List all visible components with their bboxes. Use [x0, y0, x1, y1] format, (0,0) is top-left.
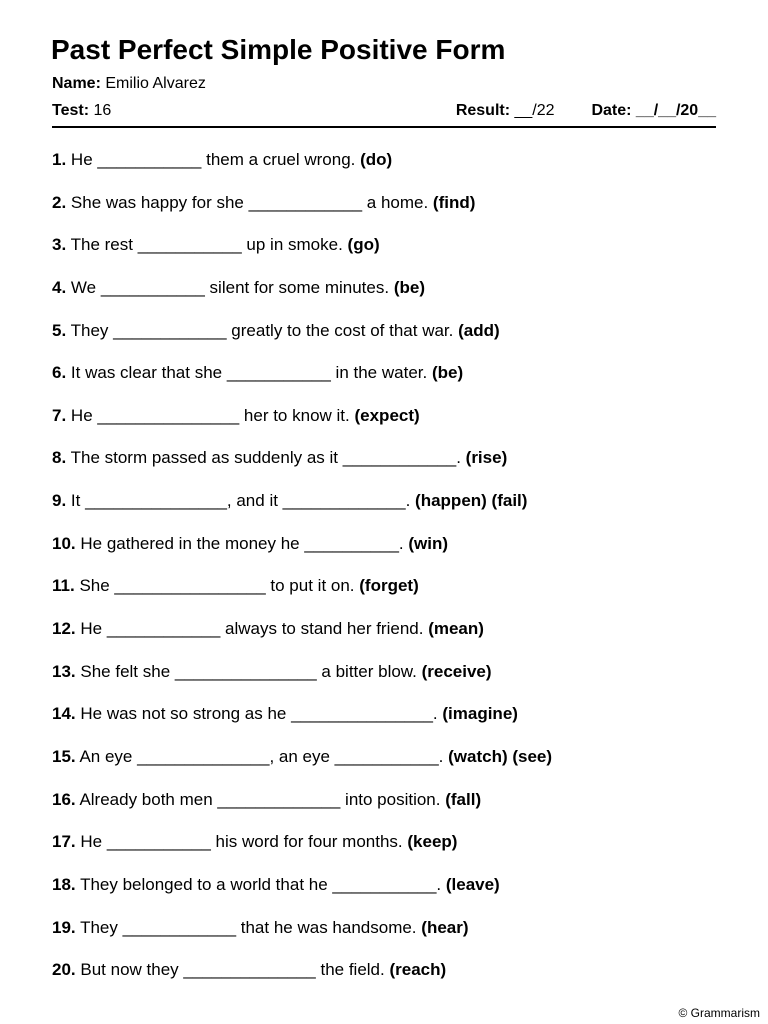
question-number: 9.	[52, 491, 67, 511]
name-row	[52, 74, 206, 94]
question-verb: (happen) (fail)	[415, 491, 528, 511]
question-verb: (forget)	[359, 576, 419, 596]
question-item	[52, 787, 552, 830]
question-item	[52, 701, 552, 744]
date-value: __/__/20__	[635, 102, 716, 119]
question-list	[52, 147, 552, 1000]
question-verb: (win)	[408, 533, 449, 553]
question-text: He was not so strong as he _______________.	[80, 704, 438, 724]
question-verb: (rise)	[465, 448, 508, 468]
question-text: Already both men _____________ into position.	[79, 789, 441, 809]
question-item	[52, 360, 552, 403]
question-text: She ________________ to put it on.	[79, 576, 355, 596]
question-text: She felt she _______________ a bitter blow.	[80, 661, 417, 681]
question-number: 19.	[52, 917, 76, 937]
question-number: 8.	[52, 448, 67, 468]
question-verb: (keep)	[407, 832, 458, 852]
name-value: Emilio Alvarez	[105, 75, 206, 92]
result-value: __/22	[514, 102, 555, 119]
question-verb: (receive)	[421, 661, 492, 681]
question-number: 16.	[52, 789, 76, 809]
question-verb: (imagine)	[442, 704, 518, 724]
question-text: It _______________, and it _____________.	[70, 491, 411, 511]
test-label: Test:	[52, 102, 90, 119]
question-text: He ___________ them a cruel wrong.	[70, 150, 356, 169]
question-number: 17.	[52, 832, 76, 852]
question-text: She was happy for she ____________ a home.	[70, 192, 429, 212]
question-verb: (hear)	[421, 917, 469, 937]
name-label: Name:	[52, 75, 101, 92]
header-divider	[52, 126, 716, 128]
question-item	[52, 659, 552, 702]
question-verb: (watch) (see)	[448, 746, 553, 766]
question-item	[52, 915, 552, 958]
question-number: 3.	[52, 235, 67, 255]
test-row	[52, 101, 111, 121]
question-text: They ____________ greatly to the cost of that war.	[70, 320, 454, 340]
question-item	[52, 275, 552, 318]
question-text: He gathered in the money he __________.	[80, 533, 404, 553]
question-item	[52, 488, 552, 531]
question-verb: (add)	[458, 320, 500, 340]
question-item	[52, 190, 552, 233]
question-verb: (expect)	[354, 405, 420, 425]
question-number: 13.	[52, 661, 76, 681]
question-text: He _______________ her to know it.	[70, 405, 350, 425]
question-verb: (mean)	[428, 619, 484, 639]
question-item	[52, 232, 552, 275]
result-date-row	[456, 101, 716, 121]
question-number: 20.	[52, 960, 76, 980]
question-number: 14.	[52, 704, 76, 724]
question-item	[52, 531, 552, 574]
question-item	[52, 403, 552, 446]
question-number: 2.	[52, 192, 67, 212]
question-verb: (leave)	[445, 874, 500, 894]
test-value: 16	[93, 102, 112, 119]
question-item	[52, 616, 552, 659]
question-item	[52, 744, 552, 787]
question-text: They ____________ that he was handsome.	[80, 917, 417, 937]
question-verb: (find)	[432, 192, 476, 212]
question-text: He ___________ his word for four months.	[80, 832, 403, 852]
question-item	[52, 573, 552, 616]
question-item	[52, 147, 552, 190]
question-text: But now they ______________ the field.	[80, 960, 385, 980]
question-number: 11.	[52, 576, 75, 596]
question-text: He ____________ always to stand her friend.	[80, 619, 424, 639]
question-text: The rest ___________ up in smoke.	[70, 235, 343, 255]
worksheet-title: Past Perfect Simple Positive Form	[51, 34, 506, 65]
question-number: 1.	[52, 150, 67, 169]
question-number: 12.	[52, 619, 76, 639]
question-verb: (be)	[431, 363, 464, 383]
question-item	[52, 318, 552, 361]
question-item	[52, 829, 552, 872]
copyright-footer: © Grammarism	[678, 1006, 760, 1020]
question-text: It was clear that she ___________ in the water.	[70, 363, 428, 383]
question-text: We ___________ silent for some minutes.	[70, 277, 390, 297]
question-text: An eye ______________, an eye ___________.	[79, 746, 444, 766]
question-verb: (do)	[360, 150, 393, 169]
question-number: 6.	[52, 363, 67, 383]
question-number: 10.	[52, 533, 76, 553]
question-verb: (fall)	[445, 789, 482, 809]
question-number: 7.	[52, 405, 67, 425]
question-number: 15.	[52, 746, 76, 766]
question-item	[52, 957, 552, 1000]
question-text: The storm passed as suddenly as it ____________.	[70, 448, 461, 468]
question-text: They belonged to a world that he ___________.	[80, 874, 442, 894]
result-label: Result:	[455, 102, 511, 119]
question-verb: (be)	[393, 277, 425, 297]
date-label: Date:	[591, 102, 632, 119]
question-item	[52, 445, 552, 488]
question-number: 4.	[52, 277, 67, 297]
question-number: 18.	[52, 874, 76, 894]
question-item	[52, 872, 552, 915]
question-verb: (go)	[347, 235, 380, 255]
question-number: 5.	[52, 320, 67, 340]
question-verb: (reach)	[389, 960, 447, 980]
